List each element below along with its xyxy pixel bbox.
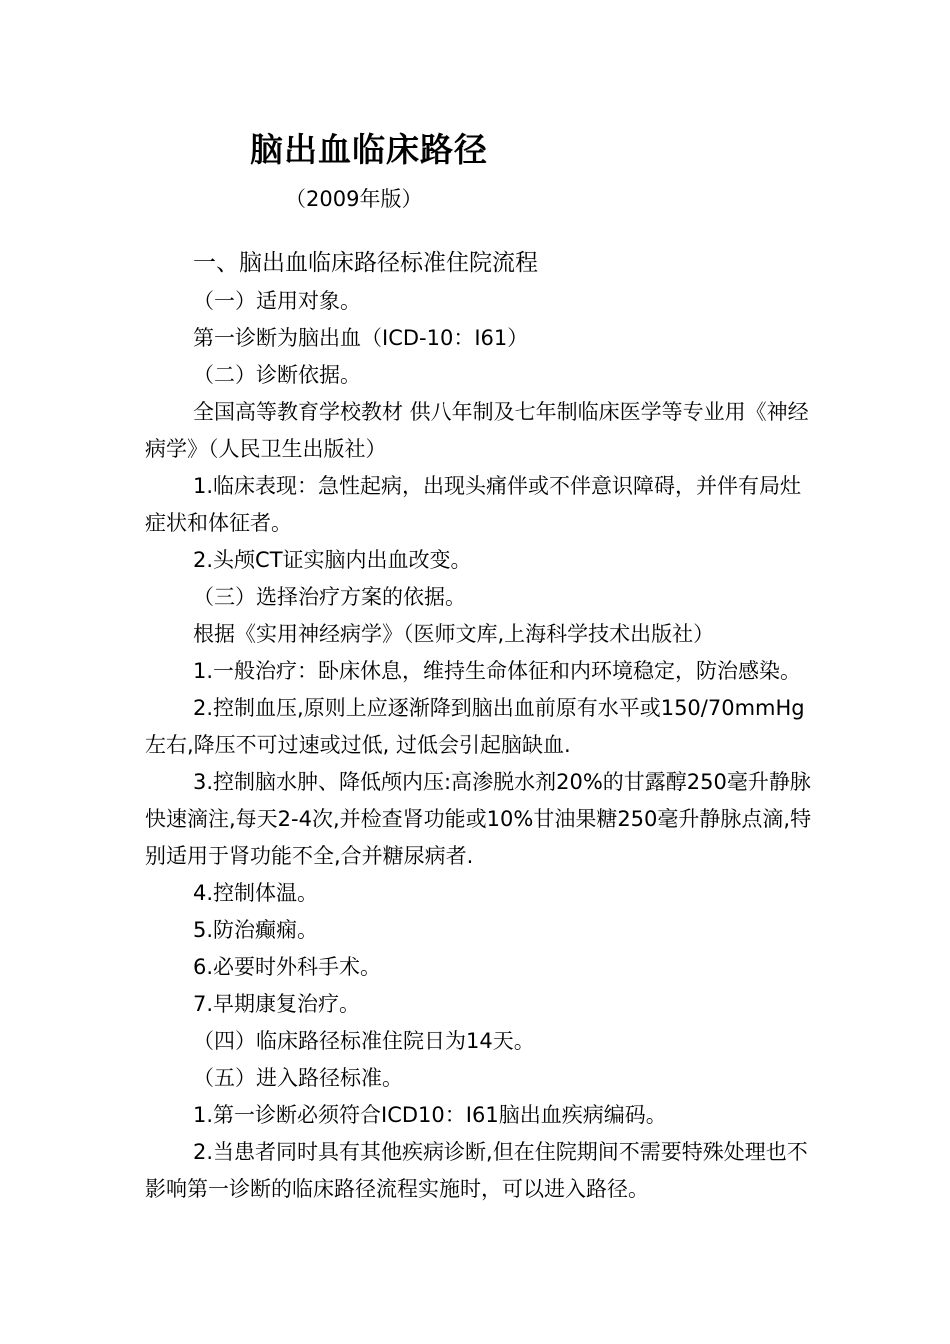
document-edition: （2009年版） (285, 187, 423, 211)
document-body (145, 283, 815, 1208)
paragraph: 1.临床表现：急性起病，出现头痛伴或不伴意识障碍，并伴有局灶症状和体征者。 (145, 474, 802, 535)
document-title: 脑出血临床路径 (250, 130, 488, 169)
paragraph: 全国高等教育学校教材 供八年制及七年制临床医学等专业用《神经病学》（人民卫生出版社） (145, 400, 809, 461)
paragraph: 4.控制体温。 (193, 881, 319, 905)
paragraph: （一）适用对象。 (193, 289, 361, 313)
paragraph: 7.早期康复治疗。 (193, 992, 361, 1016)
paragraph: 6.必要时外科手术。 (193, 955, 382, 979)
paragraph: 根据《实用神经病学》（医师文库,上海科学技术出版社） (193, 622, 715, 646)
paragraph: （二）诊断依据。 (193, 363, 361, 387)
paragraph: 2.控制血压,原则上应逐渐降到脑出血前原有水平或150/70mmHg左右,降压不可过速或过低, 过低会引起脑缺血. (145, 696, 805, 757)
paragraph: （四）临床路径标准住院日为14天。 (193, 1029, 535, 1053)
paragraph: 2.头颅CT证实脑内出血改变。 (193, 548, 472, 572)
paragraph: 1.第一诊断必须符合ICD10：I61脑出血疾病编码。 (193, 1103, 667, 1127)
paragraph: 3.控制脑水肿、降低颅内压:高渗脱水剂20%的甘露醇250毫升静脉快速滴注,每天2-4次,并检查肾功能或10%甘油果糖250毫升静脉点滴,特别适用于肾功能不全,合并糖尿病者. (145, 770, 812, 868)
paragraph: 5.防治癫痫。 (193, 918, 319, 942)
section-heading: 一、脑出血临床路径标准住院流程 (193, 250, 538, 276)
paragraph: 2.当患者同时具有其他疾病诊断,但在住院期间不需要特殊处理也不影响第一诊断的临床路径流程实施时，可以进入路径。 (145, 1140, 808, 1201)
paragraph: 第一诊断为脑出血（ICD-10：I61） (193, 326, 529, 350)
paragraph: 1.一般治疗：卧床休息，维持生命体征和内环境稳定，防治感染。 (193, 659, 802, 683)
paragraph: （三）选择治疗方案的依据。 (193, 585, 466, 609)
paragraph: （五）进入路径标准。 (193, 1066, 403, 1090)
